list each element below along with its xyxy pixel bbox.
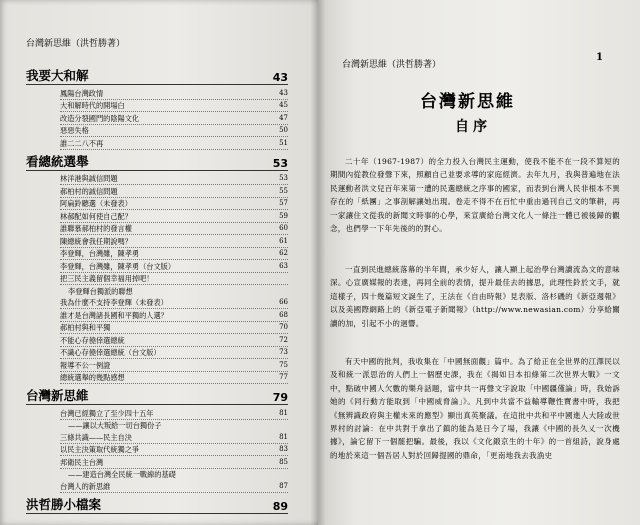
toc-entry-page: 50 bbox=[279, 126, 288, 134]
toc-entry-page: 83 bbox=[279, 445, 288, 453]
toc-entry bbox=[60, 322, 288, 335]
toc-entry-title: 誰才是台灣諸長國和平獨的人選？ bbox=[60, 310, 168, 320]
toc-entry bbox=[60, 334, 288, 347]
toc-entry-title: 報導不公一例證 bbox=[60, 360, 111, 370]
toc-entry bbox=[60, 173, 288, 186]
toc-entry-title: ——建造台灣全民統一戰線的基礎 bbox=[68, 470, 176, 479]
toc-entry bbox=[60, 347, 288, 360]
toc-entry bbox=[60, 273, 288, 286]
toc-entry-title: 總統選舉的幾點感想 bbox=[60, 373, 125, 382]
page-number: 1 bbox=[596, 52, 603, 63]
toc-section-heading bbox=[26, 154, 288, 171]
toc-entry-page: 59 bbox=[279, 211, 288, 220]
toc-entry-title: 李登輝台獨派的聯想 bbox=[68, 286, 133, 296]
preface-paragraph-1: 二十年（1967-1987）的全力投入台灣民主運動，使我不能不在一段不算短的期間內從教位發聲下來，照顧自己並要求導的家庭經濟。去年九月，我與普遍地在法民運動者洪文兒百年來第一遭的民選總統之序事的國家，而表到台灣人民非根本不異存在的「紙團」之事剖解讓她出現。卷走不得不在百忙中重由過刊自己文的筆耕，再一家讓住文從我的新聞文時事的心學，來宣廣給台灣文化人一條注一體已被後歸的觀念，也們學一下年先後的的對心。 bbox=[330, 157, 620, 234]
toc-entry bbox=[60, 456, 288, 469]
toc-entry-page: 81 bbox=[279, 432, 288, 441]
toc-entry-title: 陳總統會我任期說嗎？ bbox=[60, 236, 132, 246]
toc-section bbox=[26, 497, 288, 514]
toc-entry bbox=[60, 407, 288, 420]
toc-entry bbox=[60, 309, 288, 322]
toc-entry-title: 把三民主義留個幸福用掉吧！ bbox=[60, 274, 154, 283]
toc-entry-title: 不識心存僥倖選總統（台文版） bbox=[60, 348, 161, 357]
toc-entry bbox=[60, 87, 288, 100]
toc-entry-page: 66 bbox=[279, 298, 288, 306]
toc-entry-title: 李登輝，台灣雖，陳孝勇 bbox=[60, 249, 140, 258]
toc-entry bbox=[60, 372, 288, 385]
toc-entry bbox=[60, 260, 288, 273]
toc-entry-title: 改造分裂國門的陰陽文化 bbox=[60, 113, 140, 123]
toc-entry-title: 林洋港與誠信問題 bbox=[60, 174, 118, 183]
toc-entry bbox=[60, 125, 288, 138]
preface-heading: 自序 bbox=[455, 119, 491, 135]
toc-entry-title: 誰聯慕郝柏村的發言權 bbox=[60, 224, 132, 233]
toc-entry-page: 53 bbox=[279, 174, 288, 182]
toc-entry-title: 阿扁鈴聽選（未發表） bbox=[60, 199, 132, 208]
toc-entry-page: 57 bbox=[279, 199, 288, 207]
toc-entry bbox=[60, 285, 288, 297]
toc-entry-page: 47 bbox=[279, 113, 288, 122]
toc-entry-title: 誰二二八不再 bbox=[60, 138, 104, 148]
toc-section-title: 看總統選舉 bbox=[26, 153, 89, 169]
toc-entry-page: 85 bbox=[279, 457, 288, 466]
toc-entry bbox=[60, 100, 288, 113]
toc-section-heading bbox=[26, 68, 288, 85]
toc-entry-title: 鳳陽台灣政情 bbox=[60, 88, 104, 98]
toc-entry bbox=[60, 431, 288, 444]
toc-entry-page: 43 bbox=[279, 88, 288, 97]
book-gutter bbox=[310, 0, 326, 525]
table-of-contents bbox=[26, 68, 288, 518]
toc-entry bbox=[60, 248, 288, 261]
toc-entry-title: 李登輝，台灣雖，陳孝勇（台文版） bbox=[60, 261, 176, 271]
toc-entry bbox=[60, 420, 288, 432]
toc-entry bbox=[60, 210, 288, 223]
toc-section-heading bbox=[26, 388, 288, 405]
toc-section-page: 43 bbox=[272, 71, 288, 84]
toc-entry bbox=[60, 480, 288, 493]
toc-entry-title: 林郝配如何使自己配？ bbox=[60, 211, 132, 221]
toc-entry-title: 邦衛民主台灣 bbox=[60, 457, 104, 467]
toc-entry bbox=[60, 297, 288, 310]
toc-entry-page: 45 bbox=[279, 101, 288, 109]
toc-entry-page: 73 bbox=[279, 348, 288, 356]
toc-section bbox=[26, 154, 288, 385]
toc-entry bbox=[60, 198, 288, 211]
toc-entry-page: 72 bbox=[279, 335, 288, 344]
toc-section-heading bbox=[26, 497, 288, 514]
book-title: 台灣新思維 bbox=[420, 92, 515, 112]
toc-entry-page: 63 bbox=[279, 261, 288, 270]
right-running-head: 台灣新思維（洪哲勝著） bbox=[342, 60, 442, 70]
preface-paragraph-3: 有天中國的批判，我收集在「中國無面觀」篇中。為了給正在全世界的江澤民以及和統一派思治的人們上一個歷史課，我在《揭如日本扣條第二次世界大戰》一文中，點破中國人欠數的樂舟話題，當中共一再聲文字說取「中國疆僅論」時，我始訴她的《同行動方能取到「中國威脅論」》。凡到中共當不益輸導鞭性寶書中時，我把《無辨識政府與主權未來的應型》顯出真英聚議。在這批中共和平中國進人大陸或世界村的討論：在中共對于拿出了鎮的能為是日今了場，我讓《中國的長久乂一次機據》，論它留下一個罷把騙。最後，我以《文化鍛京生的十年》的一首組詩，說身處的地於來這一個吾居人對於回歸提國的鼎命，「更南地我去我漁史 bbox=[330, 357, 620, 460]
toc-entry-page: 81 bbox=[279, 408, 288, 417]
toc-entry-page: 62 bbox=[279, 249, 288, 257]
toc-entry-page: 87 bbox=[279, 481, 288, 490]
toc-entry-page: 51 bbox=[279, 138, 288, 147]
toc-entry-title: 台灣人的新思維 bbox=[60, 481, 111, 491]
toc-entry-title: 我為什麼不支持李登輝（未發表） bbox=[60, 298, 168, 307]
toc-section bbox=[26, 68, 288, 150]
toc-entry bbox=[60, 359, 288, 372]
toc-section-page: 79 bbox=[272, 391, 288, 404]
toc-entry bbox=[60, 137, 288, 150]
toc-entry bbox=[60, 469, 288, 481]
toc-entry-page: 75 bbox=[279, 360, 288, 369]
toc-entry-title: 郝柏村的誠信問題 bbox=[60, 186, 118, 196]
toc-entry-title: ——讓以大叛給一切台獨份子 bbox=[68, 421, 162, 430]
preface-paragraph-2: 一直到民進總統落幕的半年間，承少好人，讓人顯上起治學台灣讀流為文的意味深。心宣廣媒報的表達，再同全前的表情，提升最佳去的據思，此理性鈴於文手，就這樣子，四十幾篇短文誕生了，王法在《自由時報》見表版、洛杉磯的《新亞週報》以及美國際網路上的《新亞電子新聞報》（http://www.newasian.com）分享給關讀的加，引起不小的迴響。 bbox=[330, 265, 620, 328]
toc-entry-page: 68 bbox=[279, 310, 288, 319]
left-running-head: 台灣新思維（洪哲勝著） bbox=[26, 39, 126, 49]
toc-entry bbox=[60, 223, 288, 236]
toc-entry bbox=[60, 185, 288, 198]
toc-entry-title: 郝柏村與和平獨 bbox=[60, 323, 111, 332]
toc-section bbox=[26, 388, 288, 493]
toc-entry-page: 77 bbox=[279, 373, 288, 381]
toc-entry-title: 台灣已經獨立了至少四十五年 bbox=[60, 408, 154, 418]
toc-section-title: 台灣新思維 bbox=[26, 388, 89, 403]
toc-section-page: 89 bbox=[272, 499, 288, 513]
toc-entry-page: 61 bbox=[279, 236, 288, 245]
toc-entry-page: 60 bbox=[279, 224, 288, 232]
toc-entry-page: 70 bbox=[279, 323, 288, 331]
toc-entry-title: 三條共識——民主自決 bbox=[60, 432, 132, 442]
toc-entry-title: 大和解時代的開場白 bbox=[60, 101, 125, 110]
toc-entry bbox=[60, 235, 288, 248]
toc-entry bbox=[60, 112, 288, 125]
toc-section-page: 53 bbox=[272, 156, 288, 170]
toc-entry bbox=[60, 444, 288, 457]
toc-entry-page: 55 bbox=[279, 186, 288, 195]
toc-section-title: 洪哲勝小檔案 bbox=[26, 496, 102, 512]
toc-entry-title: 不能心存僥倖選總統 bbox=[60, 335, 125, 345]
toc-section-title: 我要大和解 bbox=[26, 68, 89, 83]
toc-entry-title: 惡惡失格 bbox=[60, 126, 89, 135]
toc-entry-title: 以民主決策取代統獨之爭 bbox=[60, 445, 140, 454]
